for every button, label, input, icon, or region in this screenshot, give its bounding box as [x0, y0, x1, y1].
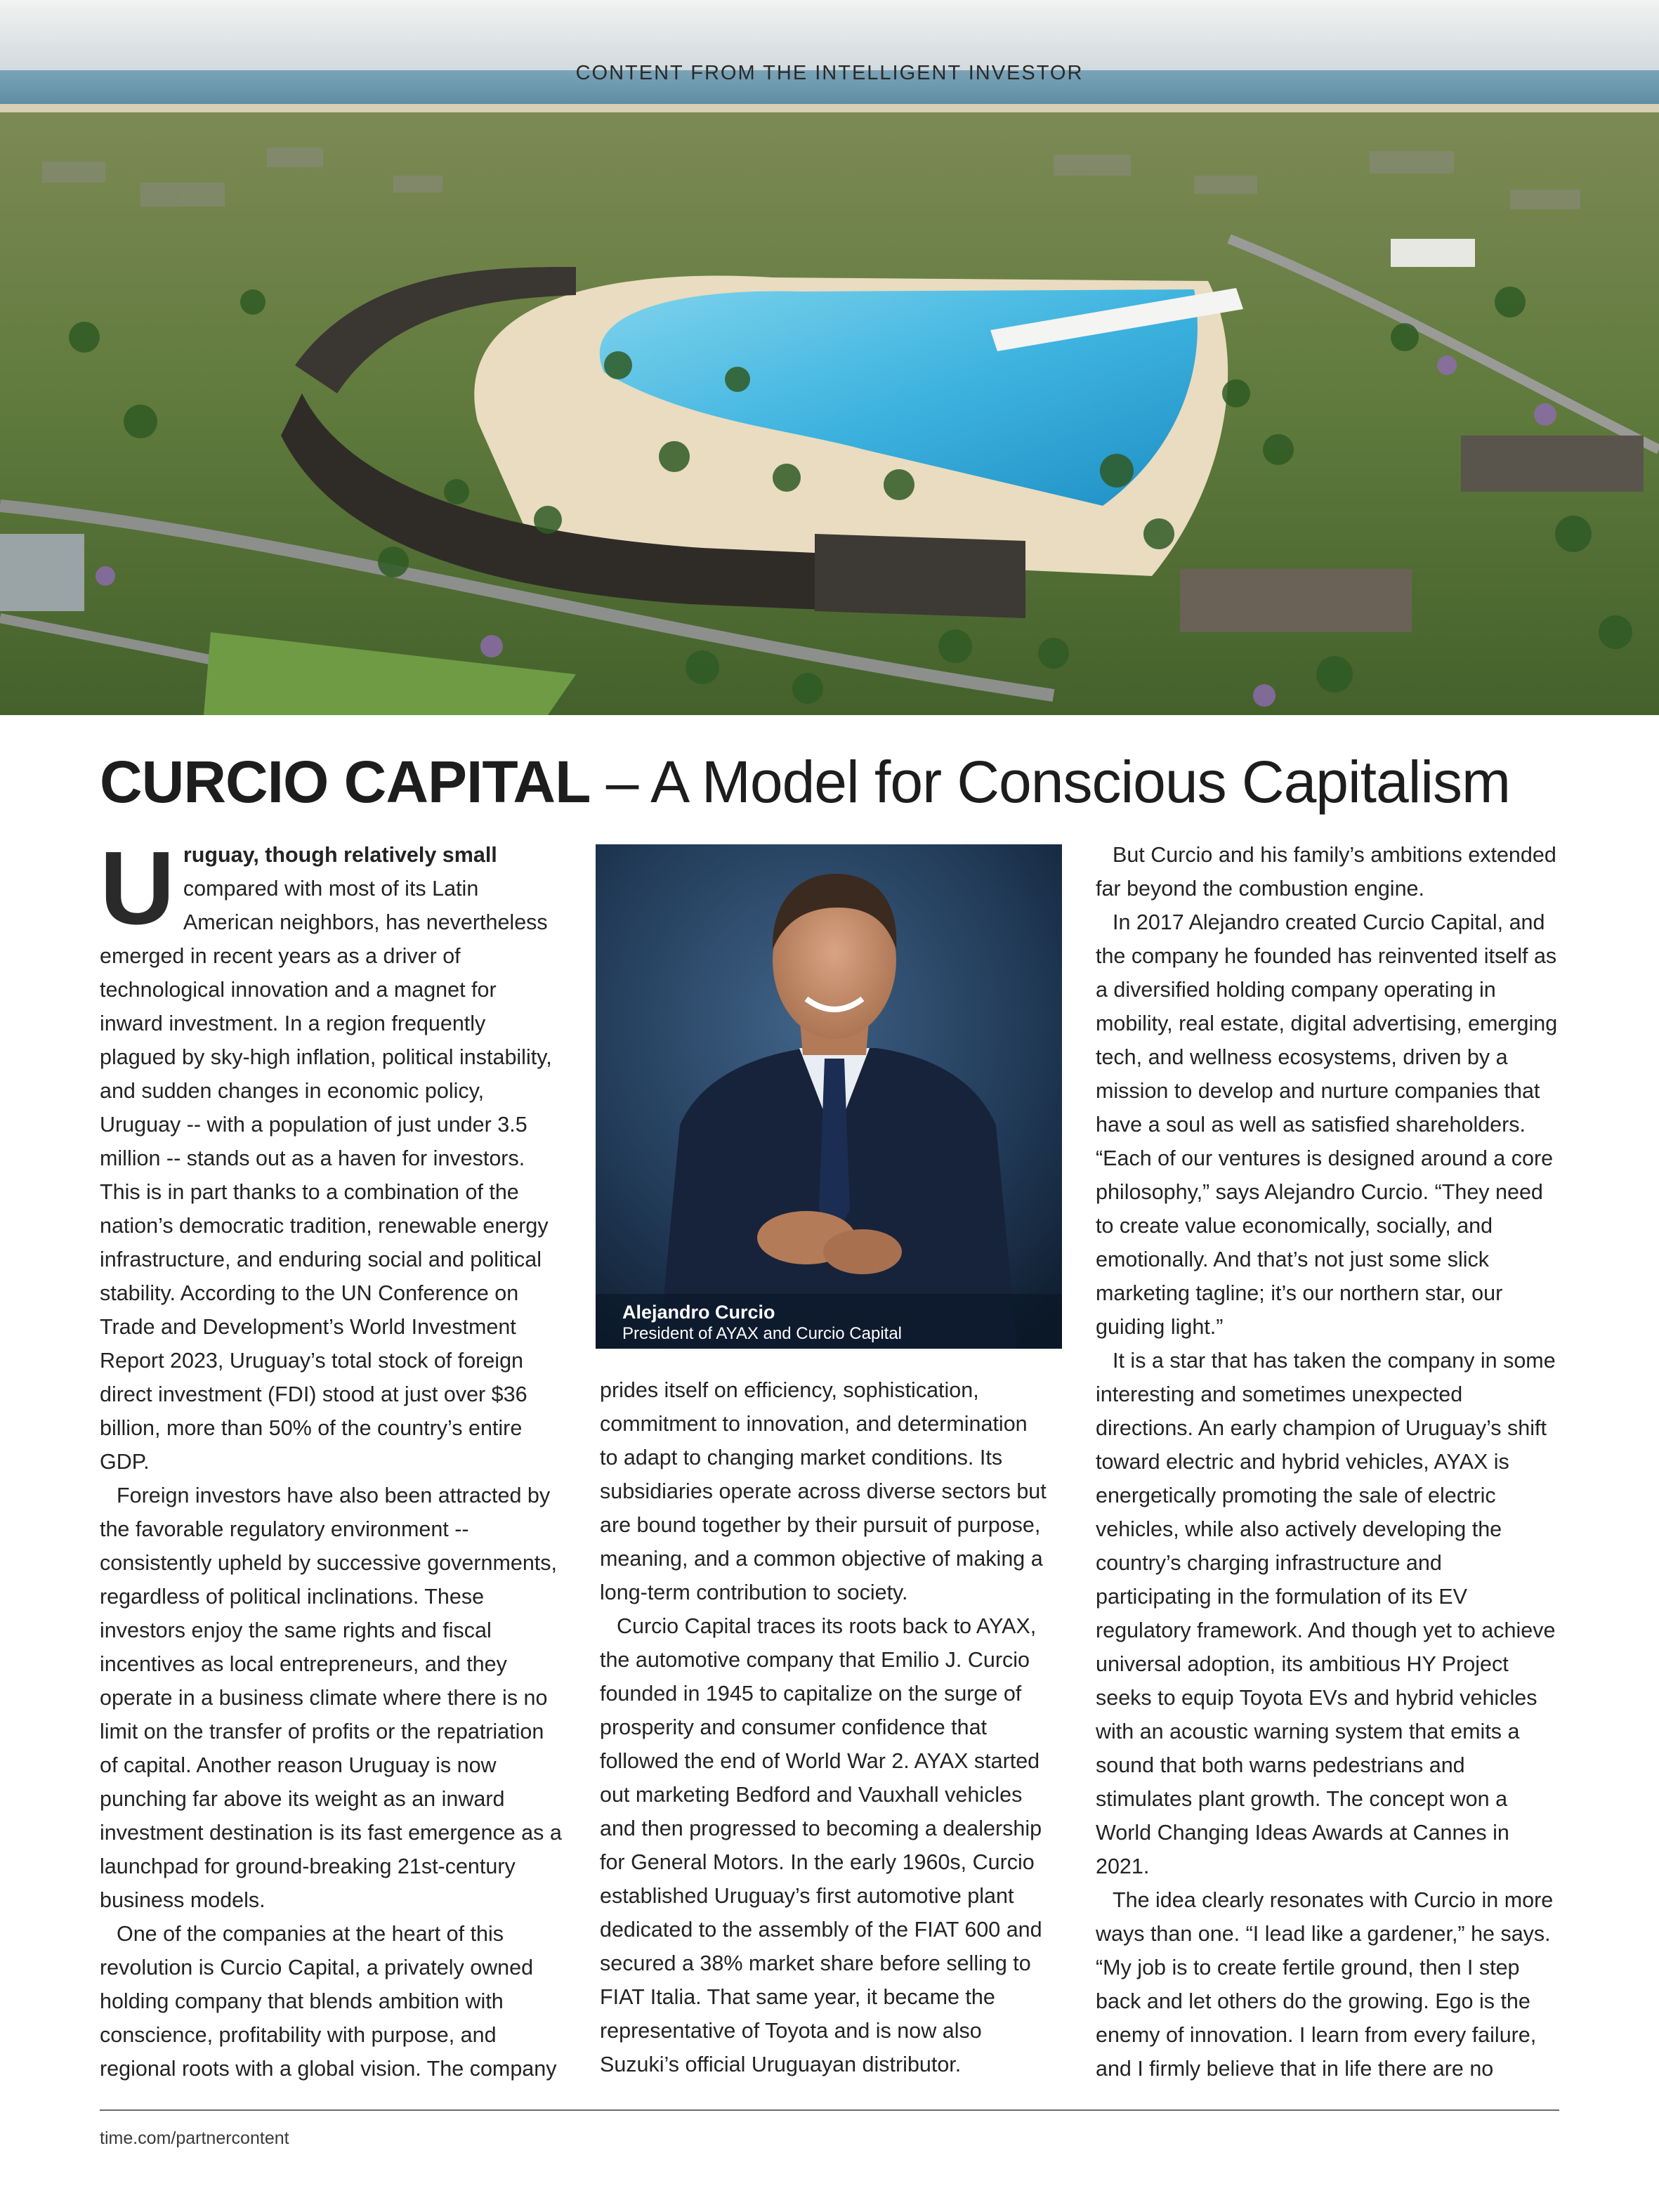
article-column-3 — [1096, 838, 1563, 2086]
photo-caption — [596, 1294, 1062, 1349]
footer-link[interactable]: time.com/partnercontent — [100, 2128, 289, 2148]
headline — [100, 743, 1603, 820]
portrait-illustration — [596, 844, 1062, 1349]
article-paragraph: The idea clearly resonates with Curcio in more ways than one. “I lead like a gardener,” he says. “My job is to create fertile ground, then I step back and let others do the growing. Ego is the enemy of innovation. I learn from every failure, and I firmly believe that in life there are no — [1096, 1888, 1554, 2081]
footer-divider — [100, 2109, 1559, 2111]
article-column-1 — [100, 830, 563, 2086]
lead-in: ruguay, though relatively small — [183, 843, 497, 867]
caption-name: Alejandro Curcio — [622, 1302, 775, 1323]
paragraph-text: compared with most of its Latin American neighbors, has nevertheless emerged in recent years as a driver of technological innovation and a magnet for inward investment. In a region frequently plagued by sky-high inflation, political instability, and sudden changes in economic policy, Uruguay -- with a population of just under 3.5 million -- stands out as a haven for investors. This is in part thanks to a combination of the nation’s democratic tradition, renewable energy infrastructure, and enduring social and political stability. According to the UN Conference on Trade and Development’s World Investment Report 2023, Uruguay’s total stock of foreign direct investment (FDI) stood at just over $36 billion, more than 50% of the country’s entire GDP. — [100, 877, 552, 1474]
section-label: CONTENT FROM THE INTELLIGENT INVESTOR — [575, 62, 1084, 84]
article-column-2 — [600, 1373, 1049, 2081]
drop-cap: U — [100, 830, 175, 946]
article-paragraph: Foreign investors have also been attracted by the favorable regulatory environment -- consistently upheld by successive governments, regardless of political inclinations. These investors enjoy the same rights and fiscal incentives as local entrepreneurs, and they operate in a business climate where there is no limit on the transfer of profits or the repatriation of capital. Another reason Uruguay is now punching far above its weight as an inward investment destination is its fast emergence as a launchpad for ground-breaking 21st-century business models. — [100, 1484, 562, 1912]
article-paragraph: It is a star that has taken the company in some interesting and sometimes unexpected directions. An early champion of Uruguay’s shift toward electric and hybrid vehicles, AYAX is energetically promoting the sale of electric vehicles, while also actively developing the country’s charging infrastructure and participating in the formulation of its EV regulatory framework. And though yet to achieve universal adoption, its ambitious HY Project seeks to equip Toyota EVs and hybrid vehicles with an acoustic warning system that emits a sound that both warns pedestrians and stimulates plant growth. The concept won a World Changing Ideas Awards at Cannes in 2021. — [1096, 1349, 1556, 1878]
article-paragraph: But Curcio and his family’s ambitions extended far beyond the combustion engine. — [1096, 843, 1556, 901]
article-paragraph — [100, 830, 563, 1479]
article-paragraph: One of the companies at the heart of this revolution is Curcio Capital, a privately owned holding company that blends ambition with conscience, profitability with purpose, and regional roots with a global vision. The company — [100, 1922, 557, 2081]
hero-image — [0, 0, 1659, 715]
headline-subtitle: – A Model for Conscious Capitalism — [590, 749, 1511, 815]
headline-brand: CURCIO CAPITAL — [100, 749, 591, 815]
article-paragraph: Curcio Capital traces its roots back to AYAX, the automotive company that Emilio J. Curcio founded in 1945 to capitalize on the surge of prosperity and consumer confidence that followed the end of World War 2. AYAX started out marketing Bedford and Vauxhall vehicles and then progressed to becoming a dealership for General Motors. In the early 1960s, Curcio established Uruguay’s first automotive plant dedicated to the assembly of the FIAT 600 and secured a 38% market share before selling to FIAT Italia. That same year, it became the representative of Toyota and is now also Suzuki’s official Uruguayan distributor. — [600, 1614, 1042, 2076]
article-paragraph: prides itself on efficiency, sophistication, commitment to innovation, and determination to adapt to changing market conditions. Its subsidiaries operate across diverse sectors but are bound together by their pursuit of purpose, meaning, and a common objective of making a long-term contribution to society. — [600, 1378, 1047, 1604]
caption-role: President of AYAX and Curcio Capital — [622, 1324, 902, 1343]
resort-aerial-illustration — [0, 0, 1659, 715]
article-paragraph: In 2017 Alejandro created Curcio Capital, and the company he founded has reinvented itself as a diversified holding company operating in mobility, real estate, digital advertising, emerging tech, and wellness ecosystems, driven by a mission to develop and nurture companies that have a soul as well as satisfied shareholders. “Each of our ventures is designed around a core philosophy,” says Alejandro Curcio. “They need to create value economically, socially, and emotionally. And that’s not just some slick marketing tagline; it’s our northern star, our guiding light.” — [1096, 910, 1558, 1339]
portrait-photo — [596, 844, 1062, 1349]
